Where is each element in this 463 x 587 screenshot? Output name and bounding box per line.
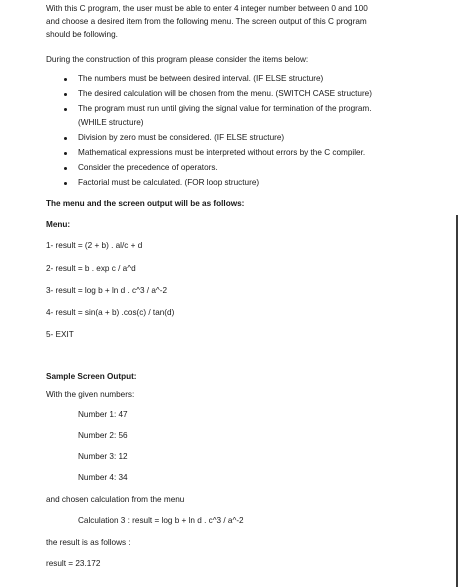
- scrollbar[interactable]: [456, 215, 458, 587]
- consideration-item: The desired calculation will be chosen from the menu. (SWITCH CASE structure): [78, 89, 372, 98]
- sample-given-text: With the given numbers:: [46, 390, 135, 399]
- menu-item-5: 5- EXIT: [46, 330, 74, 339]
- bullet-icon: [64, 137, 67, 140]
- sample-title: Sample Screen Output:: [46, 372, 137, 381]
- sample-number-1: Number 1: 47: [78, 410, 128, 419]
- consideration-item: Consider the precedence of operators.: [78, 163, 218, 172]
- intro-line-2: and choose a desired item from the following menu. The screen output of this C program: [46, 17, 367, 26]
- intro-line-1: With this C program, the user must be able to enter 4 integer number between 0 and 100: [46, 4, 368, 13]
- sample-number-3: Number 3: 12: [78, 452, 128, 461]
- consideration-item: The program must run until giving the signal value for termination of the program.: [78, 104, 372, 113]
- sample-result: result = 23.172: [46, 559, 101, 568]
- menu-item-1: 1- result = (2 + b) . al/c + d: [46, 241, 143, 250]
- sample-number-4: Number 4: 34: [78, 473, 128, 482]
- consideration-item: The numbers must be between desired interval. (IF ELSE structure): [78, 74, 324, 83]
- menu-item-3: 3- result = log b + ln d . c^3 / a^-2: [46, 286, 168, 295]
- considerations-heading: During the construction of this program please consider the items below:: [46, 55, 309, 64]
- menu-title: Menu:: [46, 220, 71, 229]
- sample-result-intro: the result is as follows :: [46, 538, 131, 547]
- menu-intro-heading: The menu and the screen output will be as follows:: [46, 199, 245, 208]
- consideration-item: Mathematical expressions must be interpreted without errors by the C compiler.: [78, 148, 366, 157]
- sample-number-2: Number 2: 56: [78, 431, 128, 440]
- bullet-icon: [64, 167, 67, 170]
- consideration-item: Division by zero must be considered. (IF ELSE structure): [78, 133, 285, 142]
- sample-calculation: Calculation 3 : result = log b + ln d . c^3 / a^-2: [78, 516, 244, 525]
- bullet-icon: [64, 152, 67, 155]
- intro-line-3: should be following.: [46, 30, 118, 39]
- sample-chosen-text: and chosen calculation from the menu: [46, 495, 185, 504]
- bullet-icon: [64, 93, 67, 96]
- bullet-icon: [64, 108, 67, 111]
- consideration-item-continuation: (WHILE structure): [78, 118, 144, 127]
- consideration-item: Factorial must be calculated. (FOR loop structure): [78, 178, 260, 187]
- bullet-icon: [64, 78, 67, 81]
- menu-item-2: 2- result = b . exp c / a^d: [46, 264, 136, 273]
- menu-item-4: 4- result = sin(a + b) .cos(c) / tan(d): [46, 308, 175, 317]
- bullet-icon: [64, 182, 67, 185]
